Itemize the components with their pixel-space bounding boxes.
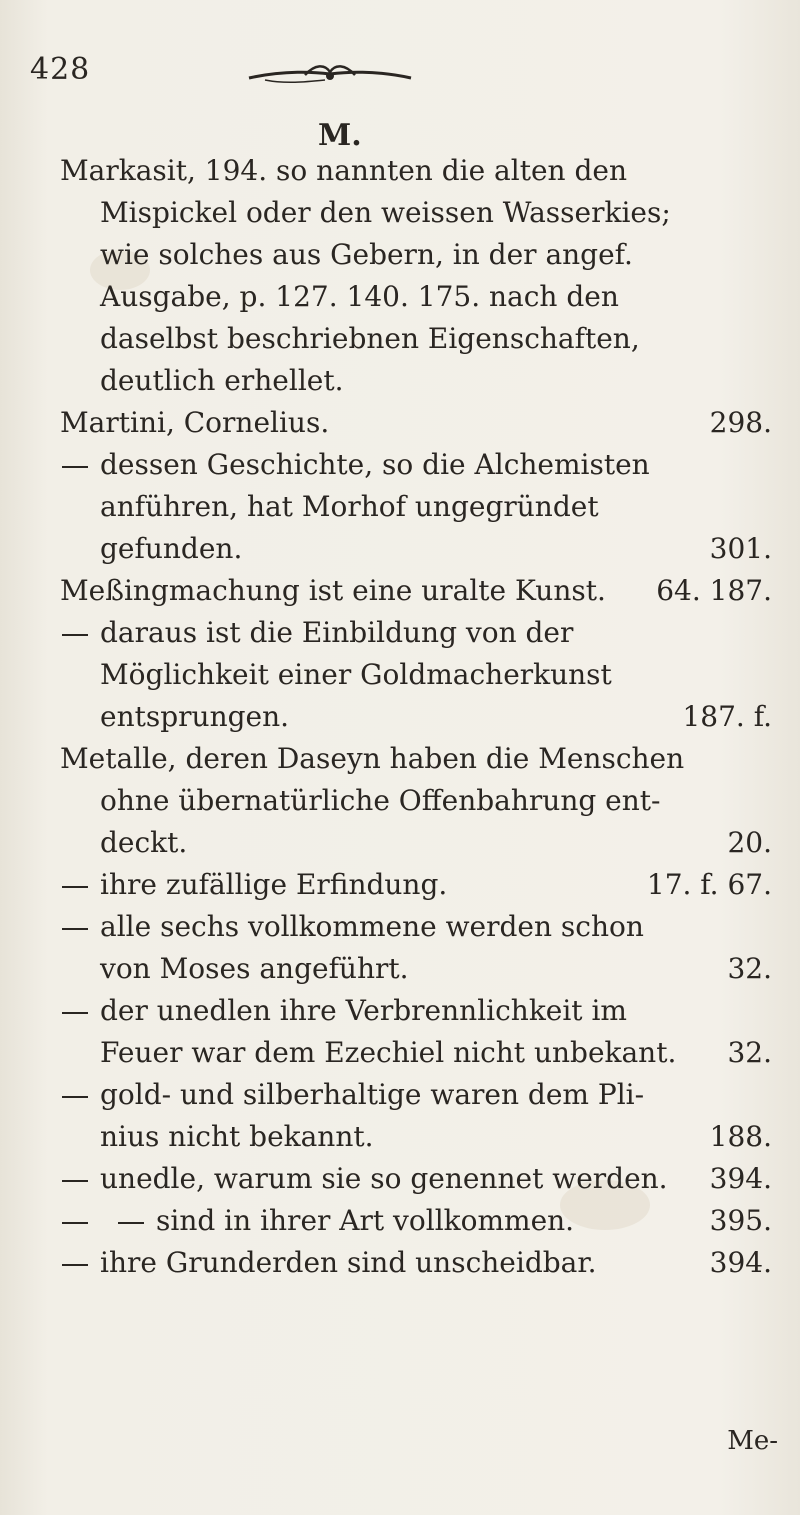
entry-text: Feuer war dem Ezechiel nicht unbekant.: [100, 1036, 677, 1069]
index-entry: [60, 444, 780, 570]
entry-text: der unedlen ihre Verbrennlichkeit im: [100, 994, 627, 1027]
entry-text: anführen, hat Morhof ungegründet: [100, 490, 599, 523]
entry-text: ihre Grunderden sind unscheidbar.: [100, 1246, 597, 1279]
ditto-dash: [62, 1222, 88, 1224]
entry-text: Metalle, deren Daseyn haben die Menschen: [60, 742, 685, 775]
page-reference: 32.: [727, 952, 772, 985]
catchword: Me-: [727, 1426, 778, 1456]
index-entry: [60, 990, 780, 1074]
ditto-dash: [62, 1096, 88, 1098]
ditto-dash: [118, 1222, 144, 1224]
entry-text: ohne übernatürliche Offenbahrung ent-: [100, 784, 661, 817]
index-entry: [60, 864, 780, 906]
index-entry: [60, 738, 780, 864]
entry-continuation-line: [60, 1032, 780, 1074]
entry-continuation-line: [60, 528, 780, 570]
entry-headline: [60, 1242, 780, 1284]
entry-text: dessen Geschichte, so die Alchemisten: [100, 448, 650, 481]
entry-continuation-line: [60, 822, 780, 864]
entry-continuation-line: [60, 696, 780, 738]
page-reference: 64. 187.: [656, 574, 772, 607]
entry-continuation-line: [60, 780, 780, 822]
page-reference: 301.: [709, 532, 772, 565]
entry-headline: [60, 444, 780, 486]
entry-headline: [60, 906, 780, 948]
index-entry: [60, 1200, 780, 1242]
index-entry: [60, 1074, 780, 1158]
entry-continuation-line: [60, 276, 780, 318]
index-entries: [60, 150, 780, 1284]
decorative-rule-ornament: [245, 60, 415, 90]
page-reference: 394.: [709, 1162, 772, 1195]
ditto-dash: [62, 1264, 88, 1266]
page-reference: 187. f.: [682, 700, 772, 733]
entry-continuation-line: [60, 654, 780, 696]
entry-headline: [60, 1200, 780, 1242]
entry-headline: [60, 570, 780, 612]
index-entry: [60, 570, 780, 612]
ditto-dash: [62, 1180, 88, 1182]
entry-text: entsprungen.: [100, 700, 290, 733]
ditto-dash: [62, 466, 88, 468]
entry-continuation-line: [60, 486, 780, 528]
entry-headline: [60, 150, 780, 192]
entry-text: alle sechs vollkommene werden schon: [100, 910, 644, 943]
entry-text: Markasit, 194. so nannten die alten den: [60, 154, 627, 187]
ditto-dash: [62, 1012, 88, 1014]
page-reference: 17. f. 67.: [646, 868, 772, 901]
entry-text: gefunden.: [100, 532, 243, 565]
entry-headline: [60, 612, 780, 654]
entry-continuation-line: [60, 318, 780, 360]
entry-headline: [60, 990, 780, 1032]
entry-text: Möglichkeit einer Goldmacherkunst: [100, 658, 612, 691]
page-reference: 394.: [709, 1246, 772, 1279]
entry-text: unedle, warum sie so genennet werden.: [100, 1162, 668, 1195]
entry-text: gold- und silberhaltige waren dem Pli-: [100, 1078, 645, 1111]
entry-text: nius nicht bekannt.: [100, 1120, 374, 1153]
page-reference: 20.: [727, 826, 772, 859]
entry-headline: [60, 402, 780, 444]
ditto-dash: [62, 886, 88, 888]
entry-text: daselbst beschriebnen Eigenschaften,: [100, 322, 640, 355]
entry-text: ihre zufällige Erfindung.: [100, 868, 448, 901]
page-reference: 298.: [709, 406, 772, 439]
ditto-dash: [62, 634, 88, 636]
index-entry: [60, 402, 780, 444]
entry-text: sind in ihrer Art vollkommen.: [156, 1204, 575, 1237]
index-entry: [60, 906, 780, 990]
entry-headline: [60, 738, 780, 780]
index-entry: [60, 1242, 780, 1284]
page-reference: 188.: [709, 1120, 772, 1153]
entry-continuation-line: [60, 360, 780, 402]
index-entry: [60, 150, 780, 402]
index-entry: [60, 1158, 780, 1200]
entry-text: deutlich erhellet.: [100, 364, 344, 397]
entry-continuation-line: [60, 192, 780, 234]
page-reference: 395.: [709, 1204, 772, 1237]
entry-headline: [60, 1158, 780, 1200]
entry-text: Ausgabe, p. 127. 140. 175. nach den: [100, 280, 619, 313]
entry-headline: [60, 864, 780, 906]
entry-headline: [60, 1074, 780, 1116]
page-number: 428: [30, 52, 91, 87]
entry-text: Mispickel oder den weissen Wasserkies;: [100, 196, 671, 229]
entry-text: daraus ist die Einbildung von der: [100, 616, 574, 649]
ditto-dash: [62, 928, 88, 930]
entry-continuation-line: [60, 948, 780, 990]
entry-text: Martini, Cornelius.: [60, 406, 330, 439]
section-letter: M.: [318, 118, 362, 153]
entry-text: von Moses angeführt.: [100, 952, 409, 985]
entry-continuation-line: [60, 1116, 780, 1158]
page-reference: 32.: [727, 1036, 772, 1069]
index-entry: [60, 612, 780, 738]
entry-continuation-line: [60, 234, 780, 276]
entry-text: Meßingmachung ist eine uralte Kunst.: [60, 574, 606, 607]
entry-text: deckt.: [100, 826, 188, 859]
entry-text: wie solches aus Gebern, in der angef.: [100, 238, 633, 271]
